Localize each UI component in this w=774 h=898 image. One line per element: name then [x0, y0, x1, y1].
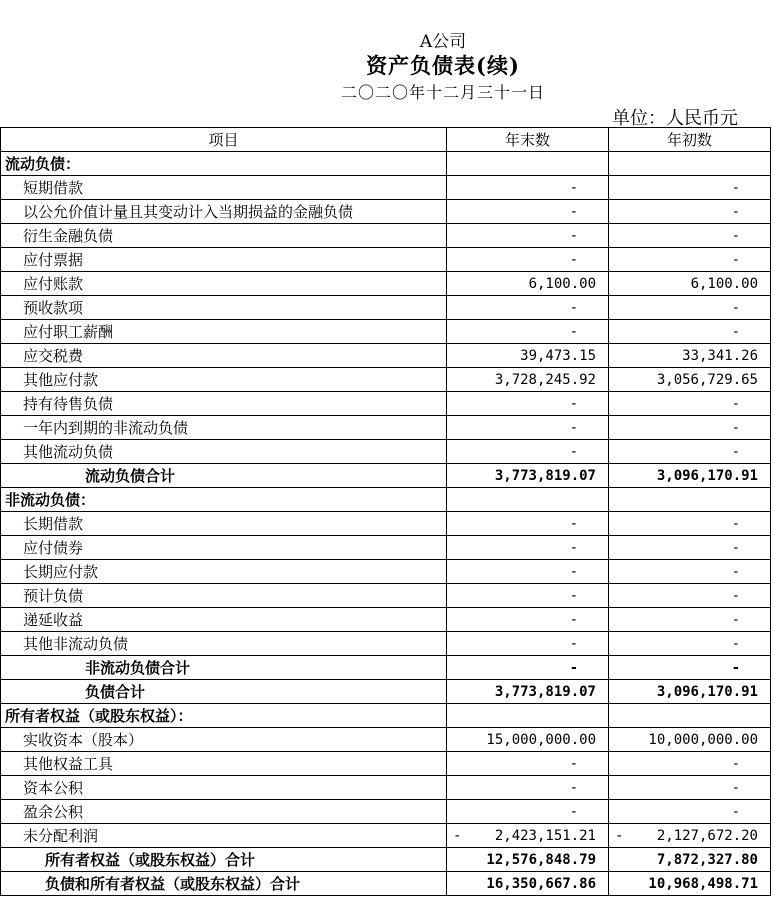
report-title: 资产负债表(续) [366, 53, 520, 78]
table-row [1, 560, 771, 584]
value-end: - [447, 752, 609, 776]
value-begin: - [609, 608, 771, 632]
table-row [1, 584, 771, 608]
value-end: 3,728,245.92 [447, 368, 609, 392]
table-row [1, 848, 771, 872]
report-date: 二〇二〇年十二月三十一日 [340, 83, 545, 102]
value-begin: - [609, 584, 771, 608]
value-end: 39,473.15 [447, 344, 609, 368]
table-row [1, 800, 771, 824]
value-end: 3,773,819.07 [447, 464, 609, 488]
table-row [1, 824, 771, 848]
value-begin: 7,872,327.80 [609, 848, 771, 872]
currency-unit: 单位：人民币元 [612, 108, 738, 129]
table-row [1, 152, 771, 176]
value-begin: - [609, 560, 771, 584]
value-end: - [447, 656, 609, 680]
value-begin: 6,100.00 [609, 272, 771, 296]
table-row [1, 344, 771, 368]
table-row [1, 392, 771, 416]
value-begin [609, 824, 771, 848]
table-row [1, 488, 771, 512]
row-label: 短期借款 [1, 176, 447, 200]
table-row [1, 368, 771, 392]
value-end: - [447, 512, 609, 536]
column-header-item: 项目 [1, 128, 447, 152]
table-row [1, 464, 771, 488]
negative-sign: - [453, 827, 462, 844]
value-end: - [447, 608, 609, 632]
value-end: 12,576,848.79 [447, 848, 609, 872]
table-row [1, 536, 771, 560]
row-label: 所有者权益（或股东权益）： [1, 704, 447, 728]
table-row [1, 176, 771, 200]
column-header-end: 年末数 [447, 128, 609, 152]
value-end: - [447, 632, 609, 656]
value-end [447, 704, 609, 728]
table-row [1, 656, 771, 680]
row-label: 应付票据 [1, 248, 447, 272]
table-row [1, 608, 771, 632]
row-label: 实收资本（股本） [1, 728, 447, 752]
row-label: 其他非流动负债 [1, 632, 447, 656]
row-label: 资本公积 [1, 776, 447, 800]
table-row [1, 200, 771, 224]
value-end: 6,100.00 [447, 272, 609, 296]
row-label: 应交税费 [1, 344, 447, 368]
row-label: 长期借款 [1, 512, 447, 536]
row-label: 应付债券 [1, 536, 447, 560]
table-row [1, 320, 771, 344]
value-begin: - [609, 224, 771, 248]
value-end: - [447, 200, 609, 224]
row-label: 未分配利润 [1, 824, 447, 848]
row-label: 预计负债 [1, 584, 447, 608]
value-end: - [447, 320, 609, 344]
row-label: 负债和所有者权益（或股东权益）合计 [1, 872, 447, 896]
table-row [1, 680, 771, 704]
table-row [1, 704, 771, 728]
table-row [1, 872, 771, 896]
table-row [1, 632, 771, 656]
value-begin: - [609, 200, 771, 224]
table-row [1, 248, 771, 272]
value-begin: 3,096,170.91 [609, 680, 771, 704]
row-label: 其他应付款 [1, 368, 447, 392]
value-begin: 10,000,000.00 [609, 728, 771, 752]
table-row [1, 512, 771, 536]
value-begin: - [609, 656, 771, 680]
value-begin [609, 704, 771, 728]
company-name: A公司 [419, 32, 467, 52]
value-begin: - [609, 800, 771, 824]
value-begin: - [609, 320, 771, 344]
value-begin: - [609, 176, 771, 200]
value-end: - [447, 392, 609, 416]
value-text: 2,423,151.21 [494, 827, 596, 844]
value-end [447, 152, 609, 176]
value-end: - [447, 536, 609, 560]
row-label: 其他流动负债 [1, 440, 447, 464]
row-label: 其他权益工具 [1, 752, 447, 776]
table-row [1, 272, 771, 296]
value-begin: 3,056,729.65 [609, 368, 771, 392]
value-end: - [447, 296, 609, 320]
value-begin: - [609, 248, 771, 272]
value-end [447, 488, 609, 512]
value-end: - [447, 800, 609, 824]
value-begin [609, 152, 771, 176]
value-begin: - [609, 752, 771, 776]
value-begin: 3,096,170.91 [609, 464, 771, 488]
row-label: 以公允价值计量且其变动计入当期损益的金融负债 [1, 200, 447, 224]
value-end: - [447, 776, 609, 800]
table-row [1, 728, 771, 752]
table-row [1, 752, 771, 776]
table-row [1, 224, 771, 248]
table-row [1, 776, 771, 800]
row-label: 盈余公积 [1, 800, 447, 824]
row-label: 衍生金融负债 [1, 224, 447, 248]
value-end: - [447, 584, 609, 608]
value-begin: - [609, 296, 771, 320]
row-label: 流动负债： [1, 152, 447, 176]
value-text: 2,127,672.20 [656, 827, 758, 844]
value-begin: 10,968,498.71 [609, 872, 771, 896]
row-label: 应付账款 [1, 272, 447, 296]
value-end: - [447, 176, 609, 200]
value-end: - [447, 416, 609, 440]
table-row [1, 440, 771, 464]
row-label: 应付职工薪酬 [1, 320, 447, 344]
value-end [447, 824, 609, 848]
table-row [1, 416, 771, 440]
value-begin: - [609, 536, 771, 560]
value-begin: - [609, 632, 771, 656]
row-label: 一年内到期的非流动负债 [1, 416, 447, 440]
value-end: 3,773,819.07 [447, 680, 609, 704]
value-end: - [447, 560, 609, 584]
row-label: 长期应付款 [1, 560, 447, 584]
table-header-row [1, 128, 771, 152]
value-end: - [447, 440, 609, 464]
value-begin: - [609, 440, 771, 464]
value-begin: - [609, 392, 771, 416]
row-label: 非流动负债合计 [1, 656, 447, 680]
row-label: 持有待售负债 [1, 392, 447, 416]
value-end: 15,000,000.00 [447, 728, 609, 752]
row-label: 负债合计 [1, 680, 447, 704]
row-label: 所有者权益（或股东权益）合计 [1, 848, 447, 872]
value-begin: - [609, 416, 771, 440]
row-label: 非流动负债： [1, 488, 447, 512]
row-label: 递延收益 [1, 608, 447, 632]
value-end: 16,350,667.86 [447, 872, 609, 896]
value-begin: - [609, 776, 771, 800]
value-end: - [447, 224, 609, 248]
negative-sign: - [615, 827, 624, 844]
value-end: - [447, 248, 609, 272]
row-label: 预收款项 [1, 296, 447, 320]
value-begin [609, 488, 771, 512]
value-begin: 33,341.26 [609, 344, 771, 368]
table-row [1, 296, 771, 320]
value-begin: - [609, 512, 771, 536]
row-label: 流动负债合计 [1, 464, 447, 488]
balance-sheet-table [0, 127, 771, 896]
column-header-begin: 年初数 [609, 128, 771, 152]
